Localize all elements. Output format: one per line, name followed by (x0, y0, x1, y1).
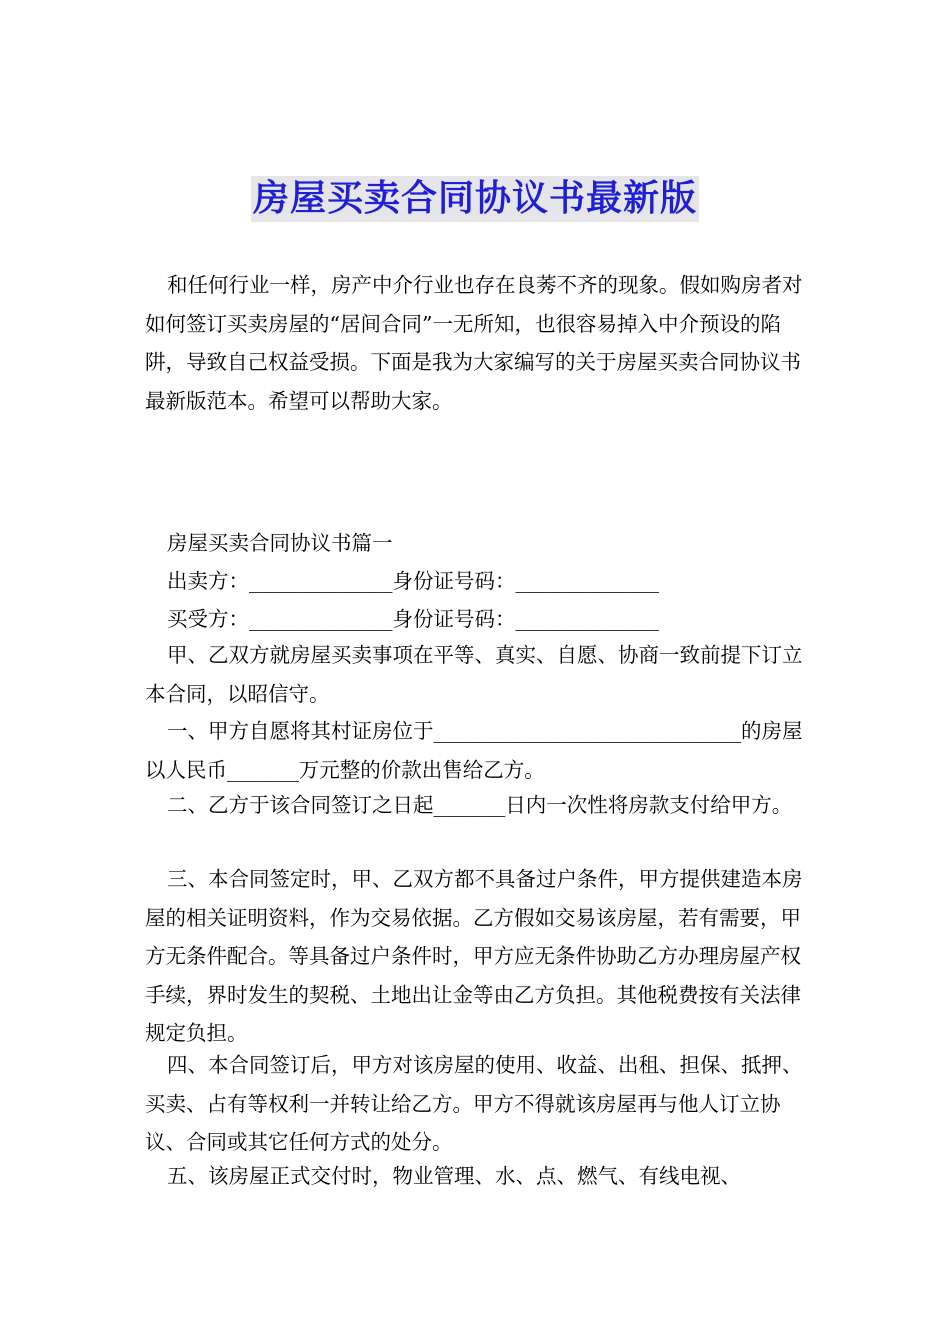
intro-paragraph: 和任何行业一样，房产中介行业也存在良莠不齐的现象。假如购房者对如何签订买卖房屋的“居间合同”一无所知，也很容易掉入中介预设的陷阱，导致自己权益受损。下面是我为大家编写的关于房屋买卖合同协议书最新版范本。希望可以帮助大家。 (145, 273, 803, 413)
clause-3-paragraph: 三、本合同签定时，甲、乙双方都不具备过户条件，甲方提供建造本房屋的相关证明资料，作为交易依据。乙方假如交易该房屋，若有需要，甲方无条件配合。等具备过户条件时，甲方应无条件协助乙方办理房屋产权手续，界时发生的契税、土地出让金等由乙方负担。其他税费按有关法律规定负担。 (145, 867, 803, 1046)
clause-4-paragraph: 四、本合同签订后，甲方对该房屋的使用、收益、出租、担保、抵押、买卖、占有等权利一并转让给乙方。甲方不得就该房屋再与他人订立协议、合同或其它任何方式的处分。 (145, 1053, 803, 1155)
title-container (0, 176, 950, 222)
document-title: 房屋买卖合同协议书最新版 (251, 176, 699, 222)
section-heading: 房屋买卖合同协议书篇一 (167, 531, 393, 555)
preamble-paragraph: 甲、乙双方就房屋买卖事项在平等、真实、自愿、协商一致前提下订立本合同，以昭信守。 (145, 643, 803, 706)
clause-2-paragraph: 二、乙方于该合同签订之日起_______日内一次性将房款支付给甲方。 (167, 793, 793, 817)
seller-line: 出卖方：______________身份证号码：______________ (167, 569, 659, 593)
clause-1-paragraph: 一、甲方自愿将其村证房位于______________________________的房屋以人民币_______万元整的价款出售给乙方。 (145, 719, 803, 782)
clause-5-paragraph: 五、该房屋正式交付时，物业管理、水、点、燃气、有线电视、 (167, 1164, 741, 1188)
buyer-line: 买受方：______________身份证号码：______________ (167, 607, 659, 631)
